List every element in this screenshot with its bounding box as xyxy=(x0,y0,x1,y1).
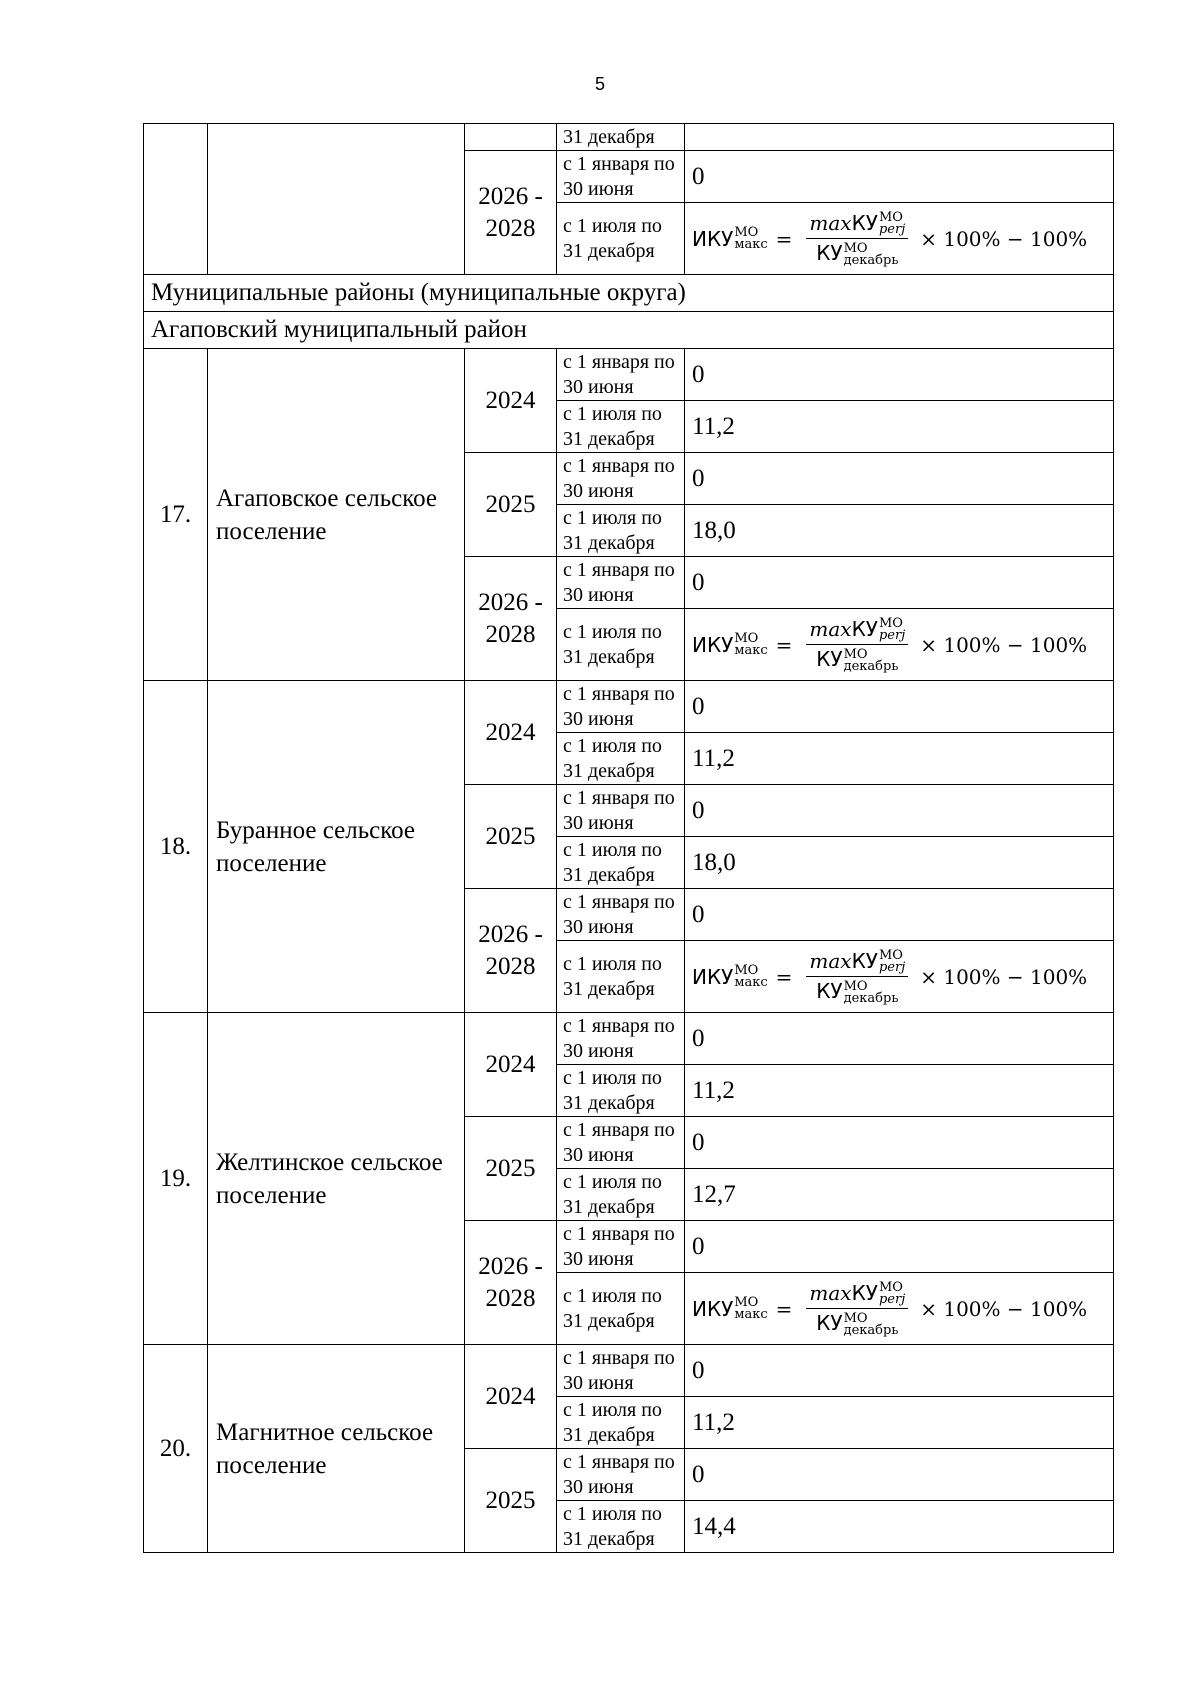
table-row xyxy=(144,275,1114,312)
formula-tail: × 100% − 100% xyxy=(920,964,1088,989)
formula-max: max xyxy=(809,210,852,235)
formula-cell xyxy=(685,203,1114,275)
formula-ku: КУ xyxy=(851,948,878,973)
value-cell xyxy=(685,124,1114,151)
period-cell: с 1 января по 30 июня xyxy=(557,349,685,401)
table-row xyxy=(144,1013,1114,1065)
value-cell: 11,2 xyxy=(685,733,1114,785)
formula-equals: = xyxy=(775,964,793,989)
period-cell: с 1 июля по 31 декабря xyxy=(557,1397,685,1449)
year-cell: 2025 xyxy=(465,1117,557,1221)
formula-ku-den: КУ xyxy=(816,979,843,1003)
page-number: 5 xyxy=(594,74,605,94)
formula-den-sub: декабрь xyxy=(843,252,899,268)
formula-iku-sub: макс xyxy=(734,642,768,658)
formula-iku-sup: МО xyxy=(734,962,759,978)
value-cell: 0 xyxy=(685,453,1114,505)
formula-den-sub: декабрь xyxy=(843,990,899,1006)
year-cell: 2026 - 2028 xyxy=(465,151,557,275)
year-cell xyxy=(465,124,557,151)
table-row xyxy=(144,681,1114,733)
formula-ku-den: КУ xyxy=(816,1311,843,1335)
value-cell: 0 xyxy=(685,349,1114,401)
formula-ku-den: КУ xyxy=(816,647,843,671)
value-cell: 12,7 xyxy=(685,1169,1114,1221)
period-cell: с 1 июля по 31 декабря xyxy=(557,733,685,785)
formula-num-sup: МО xyxy=(878,210,903,225)
formula-equals: = xyxy=(775,632,793,657)
formula-iku-sub: макс xyxy=(734,1306,768,1322)
formula xyxy=(692,1280,1088,1338)
year-cell: 2024 xyxy=(465,1345,557,1449)
max-tariff-index-formula xyxy=(692,949,1087,1005)
value-cell: 0 xyxy=(685,1449,1114,1501)
formula-cell xyxy=(685,609,1114,681)
formula-num-sub: perj xyxy=(878,1292,906,1307)
value-cell: 0 xyxy=(685,1117,1114,1169)
max-tariff-index-formula xyxy=(692,617,1087,673)
period-cell: с 1 января по 30 июня xyxy=(557,557,685,609)
formula-ku: КУ xyxy=(851,210,878,235)
formula-ku: КУ xyxy=(851,1280,878,1305)
formula-cell xyxy=(685,941,1114,1013)
entry-name: Желтинское сельское поселение xyxy=(208,1013,465,1345)
period-cell: с 1 января по 30 июня xyxy=(557,151,685,203)
year-cell: 2025 xyxy=(465,453,557,557)
max-tariff-index-formula xyxy=(692,1281,1087,1337)
table-row xyxy=(144,312,1114,349)
formula-den-sup: МО xyxy=(843,646,868,662)
entry-number: 17. xyxy=(144,349,208,681)
period-cell: с 1 июля по 31 декабря xyxy=(557,941,685,1013)
value-cell: 0 xyxy=(685,889,1114,941)
period-cell: с 1 января по 30 июня xyxy=(557,889,685,941)
formula-den-sup: МО xyxy=(843,978,868,994)
year-cell: 2025 xyxy=(465,785,557,889)
period-cell: с 1 июля по 31 декабря xyxy=(557,401,685,453)
name-cell xyxy=(208,124,465,275)
formula-num-sub: perj xyxy=(878,960,906,975)
period-cell: с 1 июля по 31 декабря xyxy=(557,609,685,681)
formula-iku-sub: макс xyxy=(734,236,768,252)
formula-iku-sup: МО xyxy=(734,224,759,240)
district-header: Агаповский муниципальный район xyxy=(144,312,1114,349)
value-cell: 0 xyxy=(685,1221,1114,1273)
entry-number: 18. xyxy=(144,681,208,1013)
formula-iku: ИКУ xyxy=(692,964,734,989)
year-cell: 2026 - 2028 xyxy=(465,889,557,1013)
formula-den-sup: МО xyxy=(843,240,868,256)
year-cell: 2024 xyxy=(465,349,557,453)
formula-cell xyxy=(685,1273,1114,1345)
formula-equals: = xyxy=(775,226,793,251)
value-cell: 11,2 xyxy=(685,401,1114,453)
period-cell: с 1 июля по 31 декабря xyxy=(557,1169,685,1221)
period-cell: с 1 января по 30 июня xyxy=(557,785,685,837)
formula-max: max xyxy=(809,616,852,641)
formula-tail: × 100% − 100% xyxy=(920,226,1088,251)
formula-iku: ИКУ xyxy=(692,1296,734,1321)
year-cell: 2024 xyxy=(465,681,557,785)
period-cell: с 1 июля по 31 декабря xyxy=(557,1065,685,1117)
year-cell: 2026 - 2028 xyxy=(465,1221,557,1345)
value-cell: 0 xyxy=(685,785,1114,837)
period-cell: с 1 июля по 31 декабря xyxy=(557,505,685,557)
value-cell: 11,2 xyxy=(685,1065,1114,1117)
entry-name: Агаповское сельское поселение xyxy=(208,349,465,681)
entry-number: 20. xyxy=(144,1345,208,1553)
formula-iku-sub: макс xyxy=(734,974,768,990)
formula-iku-sup: МО xyxy=(734,630,759,646)
period-cell: с 1 января по 30 июня xyxy=(557,453,685,505)
formula-num-sup: МО xyxy=(878,948,903,963)
formula-num-sub: perj xyxy=(878,222,906,237)
formula-num-sub: perj xyxy=(878,628,906,643)
table-row xyxy=(144,124,1114,151)
entry-name: Буранное сельское поселение xyxy=(208,681,465,1013)
entry-name: Магнитное сельское поселение xyxy=(208,1345,465,1553)
period-cell: с 1 января по 30 июня xyxy=(557,1221,685,1273)
number-cell xyxy=(144,124,208,275)
formula-max: max xyxy=(809,948,852,973)
year-cell: 2025 xyxy=(465,1449,557,1553)
table-row xyxy=(144,1345,1114,1397)
formula-num-sup: МО xyxy=(878,616,903,631)
year-cell: 2026 - 2028 xyxy=(465,557,557,681)
entry-number: 19. xyxy=(144,1013,208,1345)
formula-den-sub: декабрь xyxy=(843,658,899,674)
value-cell: 11,2 xyxy=(685,1397,1114,1449)
formula-den-sup: МО xyxy=(843,1310,868,1326)
period-cell: с 1 июля по 31 декабря xyxy=(557,837,685,889)
period-cell: с 1 января по 30 июня xyxy=(557,1013,685,1065)
period-cell: 31 декабря xyxy=(557,124,685,151)
formula-iku-sup: МО xyxy=(734,1294,759,1310)
year-cell: 2024 xyxy=(465,1013,557,1117)
formula-tail: × 100% − 100% xyxy=(920,1296,1088,1321)
section-header: Муниципальные районы (муниципальные округа) xyxy=(144,275,1114,312)
formula xyxy=(692,210,1088,268)
formula-max: max xyxy=(809,1280,852,1305)
formula-den-sub: декабрь xyxy=(843,1322,899,1338)
value-cell: 0 xyxy=(685,151,1114,203)
formula-ku-den: КУ xyxy=(816,241,843,265)
period-cell: с 1 января по 30 июня xyxy=(557,1117,685,1169)
period-cell: с 1 июля по 31 декабря xyxy=(557,203,685,275)
value-cell: 14,4 xyxy=(685,1501,1114,1553)
value-cell: 0 xyxy=(685,681,1114,733)
value-cell: 18,0 xyxy=(685,505,1114,557)
formula-iku: ИКУ xyxy=(692,226,734,251)
formula-equals: = xyxy=(775,1296,793,1321)
value-cell: 0 xyxy=(685,1013,1114,1065)
period-cell: с 1 июля по 31 декабря xyxy=(557,1273,685,1345)
value-cell: 0 xyxy=(685,1345,1114,1397)
formula-ku: КУ xyxy=(851,616,878,641)
period-cell: с 1 января по 30 июня xyxy=(557,1449,685,1501)
period-cell: с 1 июля по 31 декабря xyxy=(557,1501,685,1553)
table-row xyxy=(144,349,1114,401)
formula-iku: ИКУ xyxy=(692,632,734,657)
value-cell: 18,0 xyxy=(685,837,1114,889)
value-cell: 0 xyxy=(685,557,1114,609)
period-cell: с 1 января по 30 июня xyxy=(557,681,685,733)
formula xyxy=(692,948,1088,1006)
max-tariff-index-formula xyxy=(692,211,1087,267)
formula-tail: × 100% − 100% xyxy=(920,632,1088,657)
period-cell: с 1 января по 30 июня xyxy=(557,1345,685,1397)
formula-num-sup: МО xyxy=(878,1280,903,1295)
formula xyxy=(692,616,1088,674)
tariff-index-table xyxy=(143,123,1114,1553)
